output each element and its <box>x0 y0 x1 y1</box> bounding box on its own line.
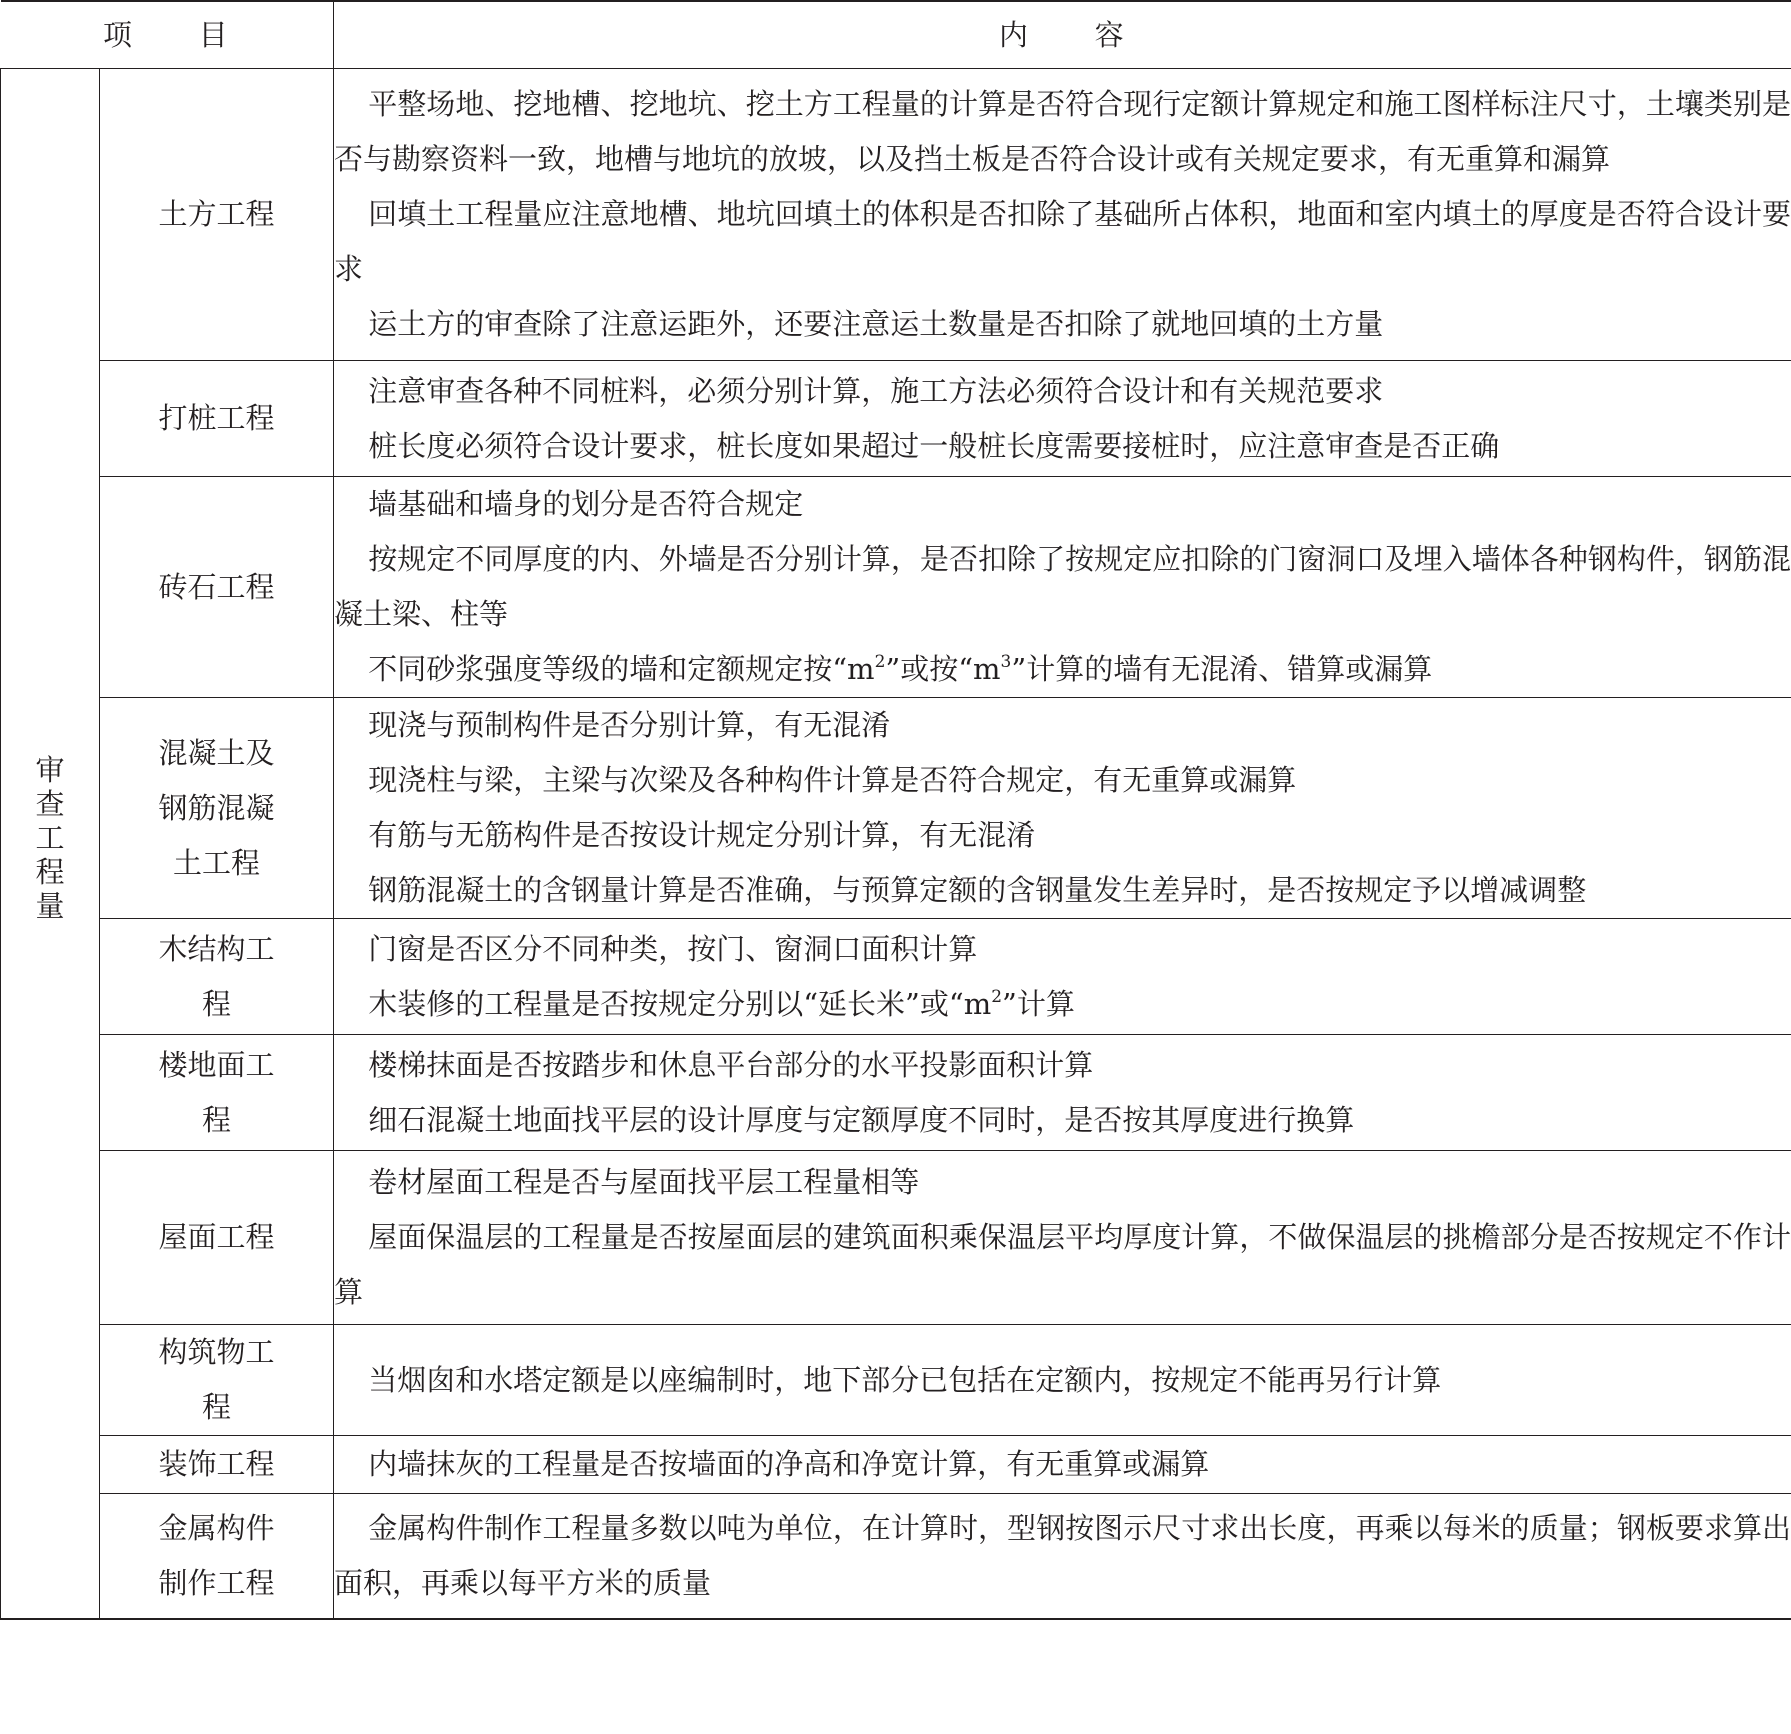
content-paragraph <box>334 477 1791 532</box>
content-cell <box>334 1325 1791 1436</box>
item-cell <box>100 1035 334 1151</box>
paragraph-text: 屋面保温层的工程量是否按屋面层的建筑面积乘保温层平均厚度计算，不做保温层的挑檐部分是否按规定不作计算 <box>334 1220 1791 1309</box>
item-label: 土方工程 <box>158 197 275 231</box>
table-row <box>1 1035 1791 1151</box>
item-cell <box>100 1494 334 1619</box>
paragraph-text: 回填土工程量应注意地槽、地坑回填土的体积是否扣除了基础所占体积，地面和室内填土的厚度是否符合设计要求 <box>334 197 1791 286</box>
table-row <box>1 361 1791 477</box>
content-paragraph <box>334 1093 1791 1148</box>
item-label: 打桩工程 <box>158 401 275 435</box>
item-label: 装饰工程 <box>158 1447 275 1481</box>
item-label: 屋面工程 <box>158 1220 275 1254</box>
table-row <box>1 69 1791 361</box>
content-paragraph <box>334 419 1791 474</box>
group-label: 审查工程量 <box>35 752 65 923</box>
paragraph-text: 现浇与预制构件是否分别计算，有无混淆 <box>368 708 891 742</box>
content-paragraph <box>334 977 1791 1032</box>
item-cell <box>100 1151 334 1325</box>
item-cell <box>100 361 334 477</box>
content-paragraph <box>334 808 1791 863</box>
paragraph-text: 木装修的工程量是否按规定分别以“延长米”或“m <box>368 986 992 1021</box>
item-cell <box>100 1325 334 1436</box>
item-label: 金属构件制作工程 <box>158 1510 275 1600</box>
table-row <box>1 1151 1791 1325</box>
item-cell <box>100 1436 334 1494</box>
content-paragraph <box>334 1501 1791 1611</box>
paragraph-text: 内墙抹灰的工程量是否按墙面的净高和净宽计算，有无重算或漏算 <box>368 1447 1210 1481</box>
content-paragraph <box>334 698 1791 753</box>
paragraph-text: ”或按“m <box>885 652 1001 686</box>
group-cell <box>1 69 100 1619</box>
unit-exponent: 2 <box>991 986 1003 1007</box>
header-item-label: 项 目 <box>102 17 231 52</box>
header-item <box>1 1 334 69</box>
paragraph-text: 细石混凝土地面找平层的设计厚度与定额厚度不同时，是否按其厚度进行换算 <box>368 1102 1355 1137</box>
paragraph-text: 楼梯抹面是否按踏步和休息平台部分的水平投影面积计算 <box>368 1047 1094 1082</box>
item-cell <box>100 477 334 698</box>
content-paragraph <box>334 1437 1791 1492</box>
unit-exponent: 2 <box>874 652 886 672</box>
paragraph-text: 卷材屋面工程是否与屋面找平层工程量相等 <box>368 1165 920 1199</box>
content-paragraph <box>334 187 1791 297</box>
paragraph-text: 当烟囱和水塔定额是以座编制时，地下部分已包括在定额内，按规定不能再另行计算 <box>368 1362 1442 1397</box>
content-cell <box>334 69 1791 361</box>
item-cell <box>100 919 334 1035</box>
item-label: 楼地面工程 <box>158 1047 275 1137</box>
paragraph-text: 有筋与无筋构件是否按设计规定分别计算，有无混淆 <box>368 818 1036 852</box>
unit-exponent: 3 <box>1000 652 1012 672</box>
content-paragraph <box>334 1155 1791 1210</box>
paragraph-text: 墙基础和墙身的划分是否符合规定 <box>368 487 804 521</box>
content-paragraph <box>334 1353 1791 1408</box>
paragraph-text: 运土方的审查除了注意运距外，还要注意运土数量是否扣除了就地回填的土方量 <box>368 307 1384 341</box>
content-cell <box>334 919 1791 1035</box>
paragraph-text: 不同砂浆强度等级的墙和定额规定按“m <box>368 652 875 686</box>
item-label: 混凝土及钢筋混凝土工程 <box>158 735 275 880</box>
content-cell <box>334 1035 1791 1151</box>
content-cell <box>334 1494 1791 1619</box>
paragraph-text: 平整场地、挖地槽、挖地坑、挖土方工程量的计算是否符合现行定额计算规定和施工图样标注尺寸，土壤类别是否与勘察资料一致，地槽与地坑的放坡，以及挡土板是否符合设计或有关规定要求，有无重算和漏算 <box>334 87 1791 176</box>
paragraph-text: 现浇柱与梁，主梁与次梁及各种构件计算是否符合规定，有无重算或漏算 <box>368 763 1297 797</box>
content-paragraph <box>334 863 1791 918</box>
item-cell <box>100 698 334 919</box>
header-content-label: 内 容 <box>998 17 1127 52</box>
paragraph-text: 金属构件制作工程量多数以吨为单位，在计算时，型钢按图示尺寸求出长度，再乘以每米的质量；钢板要求算出面积，再乘以每平方米的质量 <box>334 1510 1791 1600</box>
table-header-row <box>1 1 1791 69</box>
table-row <box>1 1325 1791 1436</box>
table-body <box>1 69 1791 1619</box>
content-paragraph <box>334 1038 1791 1093</box>
table-row <box>1 477 1791 698</box>
content-paragraph <box>334 364 1791 419</box>
item-label: 砖石工程 <box>158 569 275 604</box>
content-paragraph <box>334 753 1791 808</box>
paragraph-text: ”计算的墙有无混淆、错算或漏算 <box>1011 652 1433 686</box>
header-content <box>334 1 1791 69</box>
content-cell <box>334 477 1791 698</box>
item-cell <box>100 69 334 361</box>
paragraph-text: 桩长度必须符合设计要求，桩长度如果超过一般桩长度需要接桩时，应注意审查是否正确 <box>368 428 1500 463</box>
content-cell <box>334 1436 1791 1494</box>
paragraph-text: 钢筋混凝土的含钢量计算是否准确，与预算定额的含钢量发生差异时，是否按规定予以增减调整 <box>368 873 1587 907</box>
paragraph-text: 门窗是否区分不同种类，按门、窗洞口面积计算 <box>368 931 978 966</box>
item-label: 木结构工程 <box>158 931 275 1021</box>
content-cell <box>334 698 1791 919</box>
content-paragraph <box>334 922 1791 977</box>
table-row <box>1 1436 1791 1494</box>
content-cell <box>334 1151 1791 1325</box>
content-paragraph <box>334 297 1791 352</box>
table-row <box>1 1494 1791 1619</box>
paragraph-text: 注意审查各种不同桩料，必须分别计算，施工方法必须符合设计和有关规范要求 <box>368 373 1384 408</box>
paragraph-text: 按规定不同厚度的内、外墙是否分别计算，是否扣除了按规定应扣除的门窗洞口及埋入墙体各种钢构件，钢筋混凝土梁、柱等 <box>334 542 1791 631</box>
content-paragraph <box>334 532 1791 642</box>
content-cell <box>334 361 1791 477</box>
item-label: 构筑物工程 <box>158 1335 275 1424</box>
content-paragraph <box>334 642 1791 697</box>
paragraph-text: ”计算 <box>1002 986 1075 1021</box>
table-row <box>1 698 1791 919</box>
content-paragraph <box>334 1210 1791 1320</box>
content-paragraph <box>334 77 1791 187</box>
table-row <box>1 919 1791 1035</box>
